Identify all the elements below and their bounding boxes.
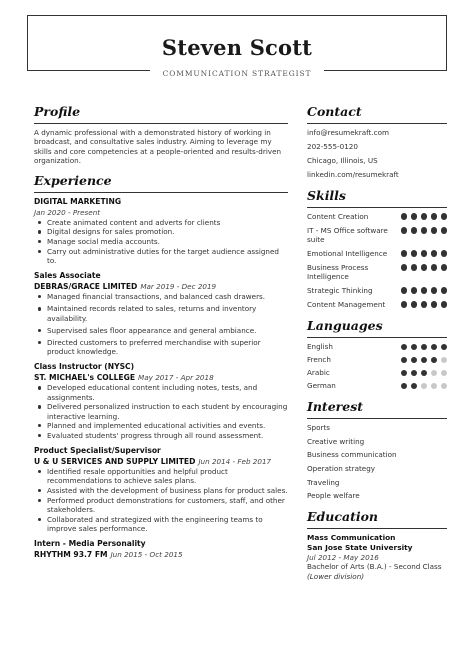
education-detail: [307, 562, 447, 581]
list-item: Maintained records related to sales, returns and inventory availability.: [34, 304, 288, 322]
job-entry: [34, 362, 288, 440]
list-item: Assisted with the development of business plans for product sales.: [34, 486, 288, 495]
rating-dot-icon: [401, 213, 408, 220]
contact-heading: Contact: [307, 104, 447, 124]
rating-label: Arabic: [307, 368, 330, 378]
job-title: Sales Associate: [34, 271, 101, 281]
rating-dot-icon: [441, 357, 448, 364]
rating-row: [307, 226, 447, 244]
rating-dots: [401, 263, 448, 271]
rating-row: [307, 212, 447, 221]
list-item: Create animated content and adverts for clients: [34, 218, 288, 227]
rating-dot-icon: [401, 344, 408, 351]
contact-email[interactable]: info@resumekraft.com: [307, 128, 389, 137]
rating-dot-icon: [441, 301, 448, 308]
rating-dot-icon: [441, 344, 448, 351]
list-item: Performed product demonstrations for customers, staff, and other stakeholders.: [34, 496, 288, 514]
list-item: Sports: [307, 423, 331, 433]
rating-dots: [401, 343, 448, 351]
rating-label: IT - MS Office software suite: [307, 226, 388, 245]
profile-heading: Profile: [34, 104, 288, 124]
rating-dots: [401, 249, 448, 257]
job-company-line: [34, 457, 288, 468]
rating-dot-icon: [441, 287, 448, 294]
rating-row: [307, 249, 447, 258]
rating-dot-icon: [431, 301, 438, 308]
rating-dot-icon: [441, 383, 448, 390]
rating-dot-icon: [411, 213, 418, 220]
job-dates: Jun 2014 - Feb 2017: [198, 456, 272, 466]
list-item: Supervised sales floor appearance and general ambiance.: [34, 326, 288, 335]
rating-dot-icon: [411, 344, 418, 351]
job-title: Product Specialist/Supervisor: [34, 446, 161, 456]
job-dates: Jan 2020 - Present: [34, 207, 101, 217]
list-item: Digital designs for sales promotion.: [34, 227, 288, 236]
rating-dot-icon: [411, 370, 418, 377]
education-detail-italic: (Lower division): [307, 571, 365, 581]
contact-linkedin[interactable]: linkedin.com/resumekraft: [307, 169, 399, 179]
job-company-line: [34, 550, 288, 561]
education-detail-text: Bachelor of Arts (B.A.) - Second Class: [307, 562, 442, 572]
rating-dot-icon: [421, 287, 428, 294]
profile-text: A dynamic professional with a demonstrated history of working in broadcast, and consultative sales industry. Aiming to leverage my skills and core competencies at a people-oriented and results-driven organization.: [34, 128, 282, 165]
list-item: Delivered personalized instruction to each student by encouraging interactive learning.: [34, 402, 288, 420]
job-company: ST. MICHAEL's COLLEGE: [34, 372, 136, 382]
rating-dots: [401, 369, 448, 377]
languages-heading: Languages: [307, 318, 447, 338]
rating-dot-icon: [421, 301, 428, 308]
list-item: Managed financial transactions, and balanced cash drawers.: [34, 292, 288, 301]
rating-dot-icon: [411, 287, 418, 294]
rating-dot-icon: [441, 370, 448, 377]
job-title-banner: COMMUNICATION STRATEGIST: [150, 67, 324, 81]
rating-dot-icon: [441, 250, 448, 257]
skills-list: [307, 212, 447, 309]
rating-dots: [401, 286, 448, 294]
rating-dot-icon: [401, 250, 408, 257]
education-dates: Jul 2012 - May 2016: [307, 552, 379, 562]
rating-label: English: [307, 342, 333, 352]
job-entry: [34, 539, 288, 560]
candidate-name: Steven Scott: [161, 35, 313, 60]
rating-dot-icon: [411, 301, 418, 308]
list-item: Manage social media accounts.: [34, 237, 288, 246]
rating-dot-icon: [431, 344, 438, 351]
rating-label: Content Creation: [307, 212, 369, 222]
rating-row: [307, 342, 447, 351]
rating-dot-icon: [431, 227, 438, 234]
rating-dot-icon: [431, 383, 438, 390]
contact-location: Chicago, Illinois, US: [307, 155, 378, 165]
list-item: Evaluated students' progress through all round assessment.: [34, 431, 288, 440]
skills-heading: Skills: [307, 188, 447, 208]
rating-dots: [401, 212, 448, 220]
education-school: San Jose State University: [307, 542, 413, 552]
rating-dot-icon: [411, 264, 418, 271]
list-item: Planned and implemented educational activities and events.: [34, 421, 288, 430]
education-degree: Mass Communication: [307, 532, 396, 542]
profile-section: [34, 104, 288, 165]
education-heading: Education: [307, 509, 447, 529]
job-bullets: [34, 218, 288, 266]
list-item: Collaborated and strategized with the engineering teams to improve sales performance.: [34, 515, 288, 533]
job-title: Intern - Media Personality: [34, 539, 146, 549]
job-title: Class Instructor (NYSC): [34, 362, 135, 372]
job-entry: [34, 271, 288, 356]
job-company: U & U SERVICES AND SUPPLY LIMITED: [34, 456, 196, 466]
experience-section: [34, 173, 288, 560]
rating-label: Content Management: [307, 300, 386, 310]
list-item: Business communication: [307, 450, 397, 460]
contact-section: [307, 104, 447, 180]
rating-dot-icon: [421, 264, 428, 271]
list-item: Carry out administrative duties for the target audience assigned to.: [34, 247, 288, 265]
job-bullets: [34, 383, 288, 440]
right-column: [307, 104, 447, 581]
rating-dot-icon: [421, 370, 428, 377]
languages-section: [307, 318, 447, 390]
list-item: People welfare: [307, 491, 360, 501]
rating-dot-icon: [431, 213, 438, 220]
rating-row: [307, 368, 447, 377]
rating-dot-icon: [441, 213, 448, 220]
rating-dot-icon: [401, 357, 408, 364]
job-company-line: [34, 282, 288, 293]
rating-dot-icon: [401, 287, 408, 294]
rating-dots: [401, 356, 448, 364]
rating-dots: [401, 300, 448, 308]
rating-dot-icon: [401, 264, 408, 271]
rating-dot-icon: [431, 264, 438, 271]
rating-label: Business Process Intelligence: [307, 263, 369, 282]
rating-dots: [401, 382, 448, 390]
rating-label: French: [307, 355, 331, 365]
left-column: [34, 104, 288, 566]
rating-label: Emotional Intelligence: [307, 249, 388, 259]
rating-dot-icon: [431, 357, 438, 364]
rating-dot-icon: [431, 370, 438, 377]
rating-dot-icon: [431, 250, 438, 257]
rating-dot-icon: [401, 370, 408, 377]
job-entry: [34, 446, 288, 533]
job-company: DIGITAL MARKETING: [34, 197, 122, 207]
rating-dot-icon: [421, 383, 428, 390]
job-dates: May 2017 - Apr 2018: [138, 372, 214, 382]
rating-dot-icon: [441, 264, 448, 271]
rating-dot-icon: [421, 213, 428, 220]
list-item: Directed customers to preferred merchandise with superior product knowledge.: [34, 338, 288, 356]
rating-dot-icon: [421, 357, 428, 364]
interest-section: [307, 399, 447, 501]
languages-list: [307, 342, 447, 390]
rating-row: [307, 355, 447, 364]
rating-dot-icon: [411, 250, 418, 257]
job-dates: Jun 2015 - Oct 2015: [110, 549, 183, 559]
rating-dot-icon: [421, 227, 428, 234]
rating-dot-icon: [421, 250, 428, 257]
job-bullets: [34, 467, 288, 533]
list-item: Identified resale opportunities and helpful product recommendations to achieve sales plans.: [34, 467, 288, 485]
rating-label: Strategic Thinking: [307, 286, 373, 296]
education-section: [307, 509, 447, 582]
rating-dot-icon: [411, 383, 418, 390]
rating-dot-icon: [441, 227, 448, 234]
rating-dot-icon: [401, 383, 408, 390]
job-dates: Mar 2019 - Dec 2019: [140, 281, 217, 291]
contact-phone: 202-555-0120: [307, 141, 358, 151]
interest-heading: Interest: [307, 399, 447, 419]
list-item: Creative writing: [307, 436, 365, 446]
list-item: Developed educational content including notes, tests, and assignments.: [34, 383, 288, 401]
name-header-box: [27, 15, 447, 71]
rating-dot-icon: [411, 357, 418, 364]
rating-dot-icon: [401, 227, 408, 234]
experience-heading: Experience: [34, 173, 288, 193]
list-item: Traveling: [307, 477, 340, 487]
rating-row: [307, 263, 447, 281]
skills-section: [307, 188, 447, 309]
rating-dot-icon: [411, 227, 418, 234]
job-entry: [34, 197, 288, 265]
job-bullets: [34, 292, 288, 356]
rating-dot-icon: [431, 287, 438, 294]
rating-dot-icon: [421, 344, 428, 351]
list-item: Operation strategy: [307, 463, 376, 473]
rating-row: [307, 300, 447, 309]
rating-row: [307, 286, 447, 295]
job-company-line: [34, 373, 288, 384]
rating-label: German: [307, 381, 336, 391]
rating-row: [307, 381, 447, 390]
rating-dots: [401, 226, 448, 234]
rating-dot-icon: [401, 301, 408, 308]
job-company: DEBRAS/GRACE LIMITED: [34, 281, 138, 291]
job-company: RHYTHM 93.7 FM: [34, 549, 108, 559]
